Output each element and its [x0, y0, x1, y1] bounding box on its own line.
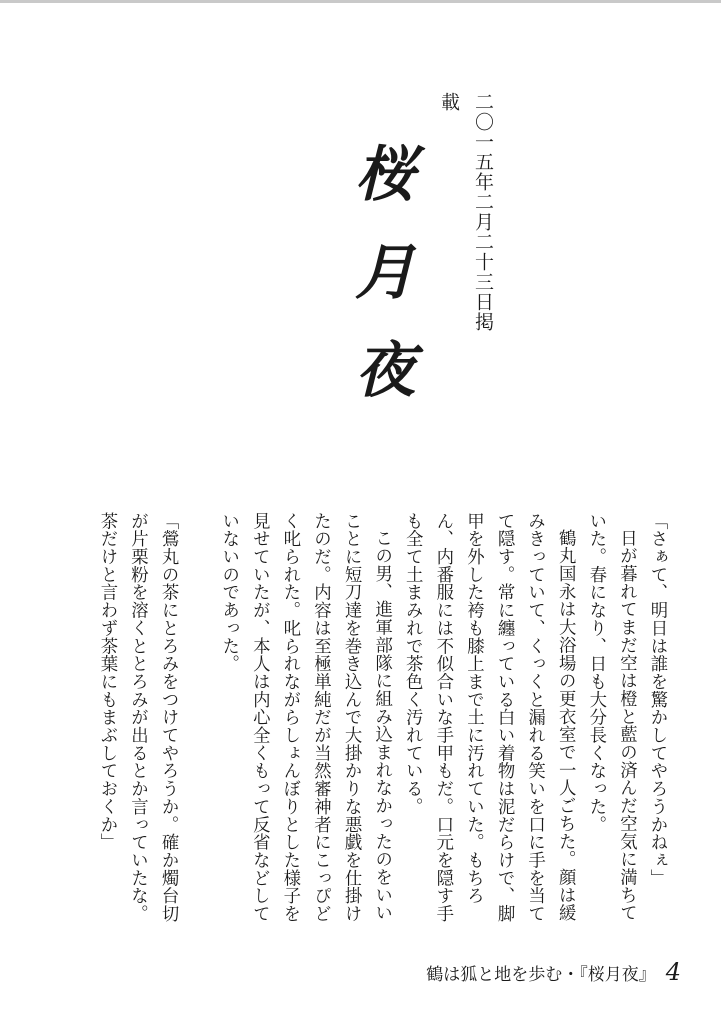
top-rule — [0, 0, 721, 3]
running-title: 鶴は狐と地を歩む・『桜月夜』 — [426, 965, 656, 985]
publication-date: 二〇一五年二月二十三日掲載 — [438, 92, 494, 332]
paragraph: 鶴丸国永は大浴場の更衣室で一人ごちた。顔は緩みきっていて、くっくと漏れる笑いを口に手を当てて隠す。常に纏っている白い着物は泥だらけで、脚甲を外した袴も膝上まで土に汚れていた。もちろん、内番服には不似合いな手甲もだ。口元を隠す手も全て土まみれで茶色く汚れている。 — [402, 512, 576, 923]
paragraph: 「さぁて、明日は誰を驚かしてやろうかねぇ」 — [647, 512, 667, 887]
paragraph: 日が暮れてまだ空は橙と藍の済んだ空気に満ちていた。春になり、日も大分長くなった。 — [585, 512, 637, 923]
chapter-title: 桜月夜 — [345, 142, 415, 436]
page-number: 4 — [665, 958, 681, 986]
paragraph: この男、進軍部隊に組み込まれなかったのをいいことに短刀達を巻き込んで大掛かりな悪戯を仕掛けたのだ。内容は至極単純だが当然審神者にこっぴどく叱られた。叱られながらしょんぼりとした様子を見せていたが、本人は内心全くもって反省などしていないのであった。 — [218, 512, 392, 923]
body-text — [82, 512, 672, 936]
paragraph: 「鶯丸の茶にとろみをつけてやろうか。確か燭台切が片栗粉を溶くととろみが出るとか言っていたな。茶だけと言わず茶葉にもまぶしておくか」 — [96, 512, 179, 923]
page-footer — [426, 958, 681, 986]
